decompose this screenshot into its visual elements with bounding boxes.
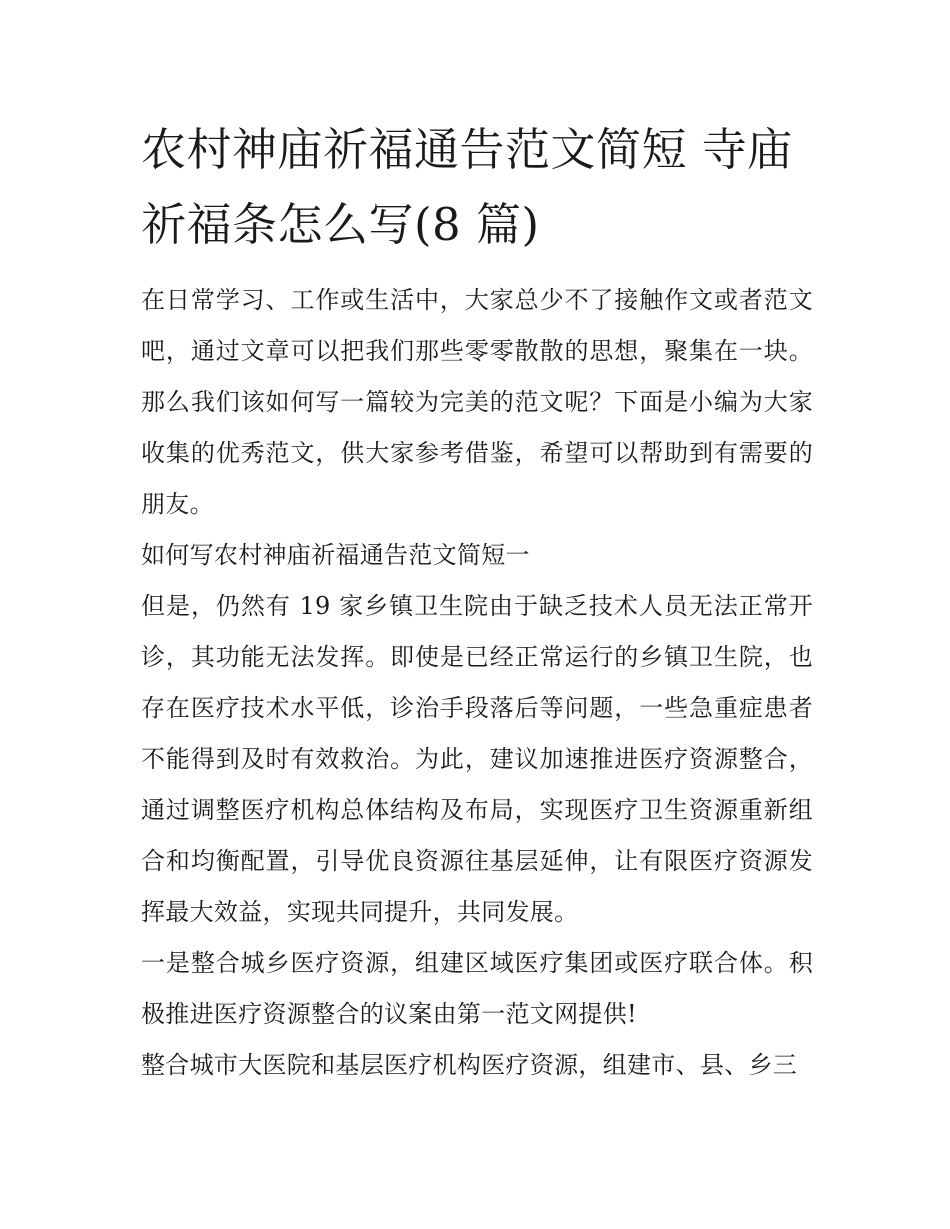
section-heading: 如何写农村神庙祈福通告范文简短一	[141, 541, 530, 569]
document-page	[141, 112, 813, 1091]
document-title: 农村神庙祈福通告范文简短 寺庙祈福条怎么写(8 篇)	[141, 123, 793, 251]
body-paragraph-2: 一是整合城乡医疗资源，组建区域医疗集团或医疗联合体。积极推进医疗资源整合的议案由第一范文网提供!	[141, 949, 813, 1028]
body-paragraph-1: 但是，仍然有 19 家乡镇卫生院由于缺乏技术人员无法正常开诊，其功能无法发挥。即使是已经正常运行的乡镇卫生院，也存在医疗技术水平低，诊治手段落后等问题，一些急重症患者不能得到及时有效救治。为此，建议加速推进医疗资源整合，通过调整医疗机构总体结构及布局，实现医疗卫生资源重新组合和均衡配置，引导优良资源往基层延伸，让有限医疗资源发挥最大效益，实现共同提升，共同发展。	[141, 592, 813, 926]
intro-paragraph: 在日常学习、工作或生活中，大家总少不了接触作文或者范文吧，通过文章可以把我们那些零零散散的思想，聚集在一块。那么我们该如何写一篇较为完美的范文呢？下面是小编为大家收集的优秀范文，供大家参考借鉴，希望可以帮助到有需要的朋友。	[141, 286, 813, 518]
body-paragraph-3: 整合城市大医院和基层医疗机构医疗资源，组建市、县、乡三	[141, 1051, 798, 1079]
